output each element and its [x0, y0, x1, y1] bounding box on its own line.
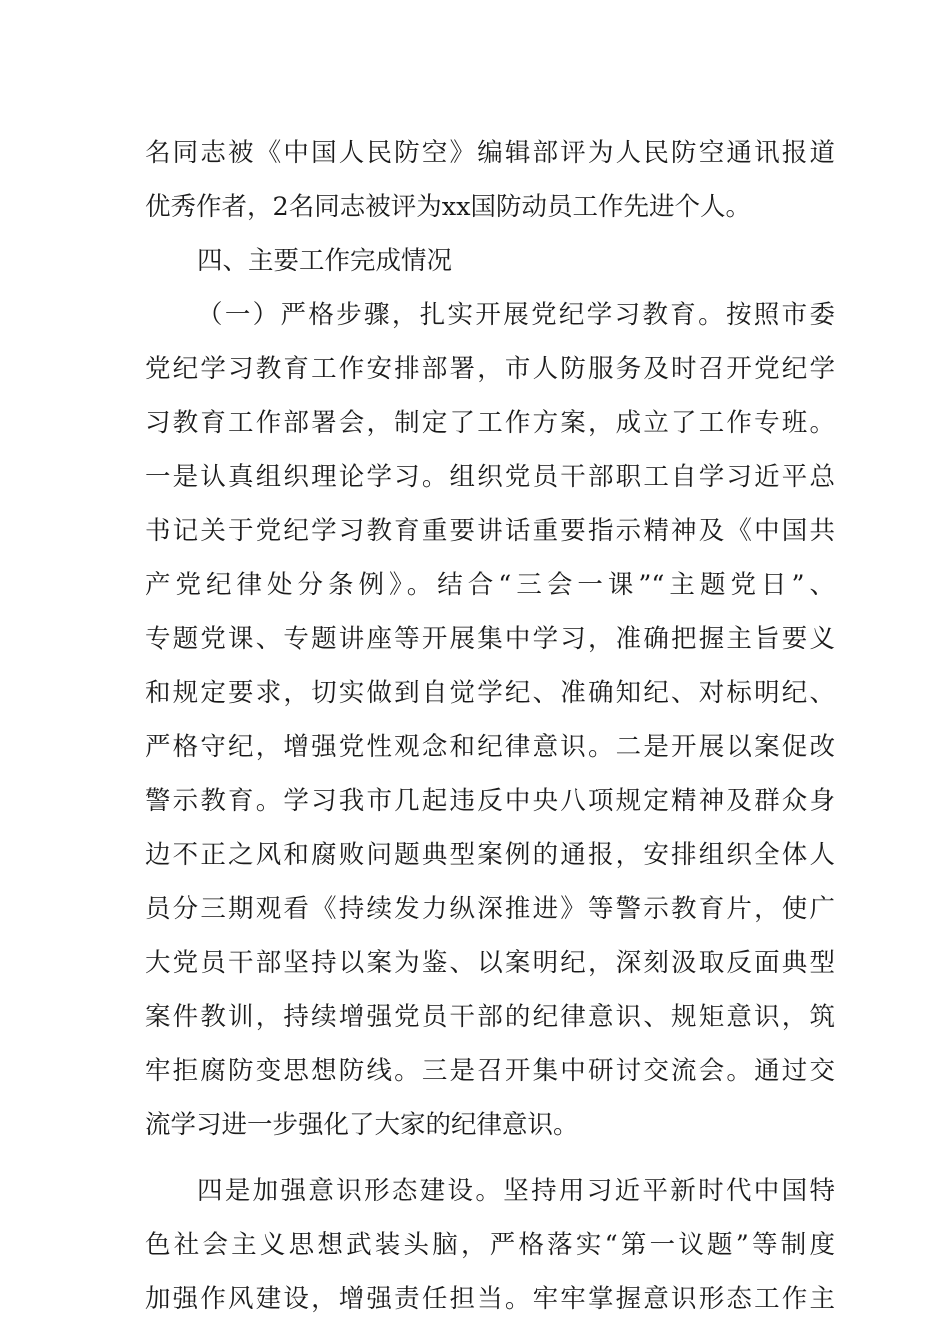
text-line: 严格守纪，增强党性观念和纪律意识。二是开展以案促改 — [145, 732, 835, 762]
text-line: （一）严格步骤，扎实开展党纪学习教育。按照市委 — [197, 300, 835, 330]
text-line: 色社会主义思想武装头脑，严格落实“第一议题”等制度 — [145, 1230, 835, 1260]
text-line: 大党员干部坚持以案为鉴、以案明纪，深刻汲取反面典型 — [145, 948, 835, 978]
text-line: 四是加强意识形态建设。坚持用习近平新时代中国特 — [197, 1176, 835, 1206]
document-body — [145, 126, 835, 1326]
text-line: 和规定要求，切实做到自觉学纪、准确知纪、对标明纪、 — [145, 678, 835, 708]
text-line: 习教育工作部署会，制定了工作方案，成立了工作专班。 — [145, 408, 835, 438]
text-line: 流学习进一步强化了大家的纪律意识。 — [145, 1110, 579, 1140]
text-line: 党纪学习教育工作安排部署，市人防服务及时召开党纪学 — [145, 354, 835, 384]
text-line: 产党纪律处分条例》。结合“三会一课”“主题党日”、 — [145, 570, 835, 600]
text-line: 警示教育。学习我市几起违反中央八项规定精神及群众身 — [145, 786, 835, 816]
text-line: 专题党课、专题讲座等开展集中学习，准确把握主旨要义 — [145, 624, 835, 654]
text-line: 加强作风建设，增强责任担当。牢牢掌握意识形态工作主 — [145, 1284, 835, 1314]
text-line: 员分三期观看《持续发力纵深推进》等警示教育片，使广 — [145, 894, 835, 924]
section-heading: 四、主要工作完成情况 — [197, 246, 453, 276]
text-line: 优秀作者，2名同志被评为xx国防动员工作先进个人。 — [145, 192, 751, 222]
text-line: 案件教训，持续增强党员干部的纪律意识、规矩意识，筑 — [145, 1002, 835, 1032]
text-line: 一是认真组织理论学习。组织党员干部职工自学习近平总 — [145, 462, 835, 492]
text-line: 牢拒腐防变思想防线。三是召开集中研讨交流会。通过交 — [145, 1056, 835, 1086]
text-line: 书记关于党纪学习教育重要讲话重要指示精神及《中国共 — [145, 516, 835, 546]
text-line: 名同志被《中国人民防空》编辑部评为人民防空通讯报道 — [145, 138, 835, 168]
paragraph-gap — [145, 1152, 835, 1164]
text-line: 边不正之风和腐败问题典型案例的通报，安排组织全体人 — [145, 840, 835, 870]
